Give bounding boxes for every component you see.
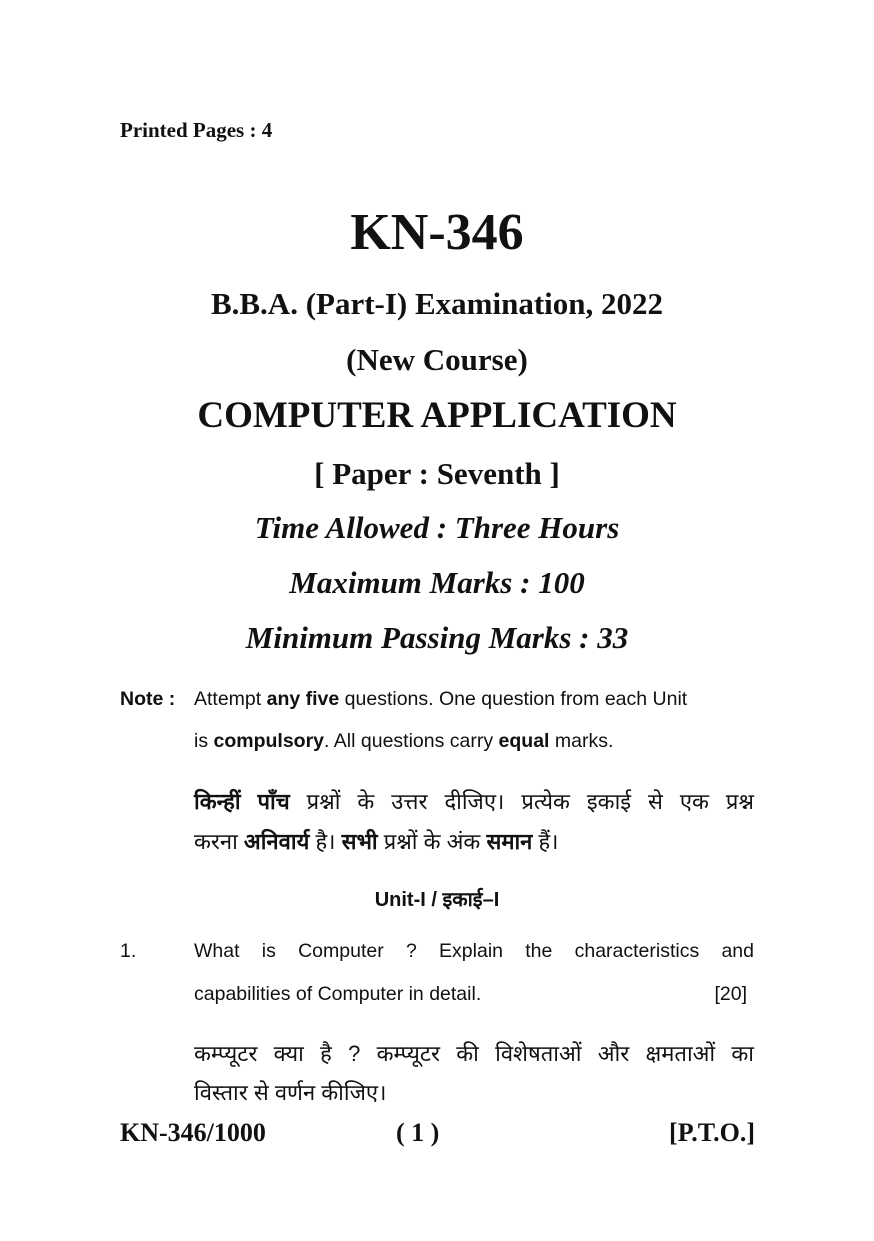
time-allowed: Time Allowed : Three Hours <box>254 510 620 545</box>
note-label: Note : <box>120 688 176 710</box>
exam-title: B.B.A. (Part-I) Examination, 2022 <box>210 286 664 321</box>
printed-pages: Printed Pages : 4 <box>120 118 273 142</box>
note-instruction-line-1: Attempt any five questions. One question from each Unit <box>194 688 688 710</box>
question-number: 1. <box>120 940 137 962</box>
maximum-marks: Maximum Marks : 100 <box>289 565 585 600</box>
note-hindi-line-1: किन्हीं पाँच प्रश्नों के उत्तर दीजिए। प्रत्येक इकाई से एक प्रश्न <box>194 789 754 814</box>
note-hindi-line-2: करना अनिवार्य है। सभी प्रश्नों के अंक समान हैं। <box>194 829 559 854</box>
paper-number: [ Paper : Seventh ] <box>314 456 560 491</box>
question-text-line-2: capabilities of Computer in detail. <box>194 983 482 1005</box>
question-hindi-line-1: कम्प्यूटर क्या है ? कम्प्यूटर की विशेषताओं और क्षमताओं का <box>194 1041 754 1066</box>
footer-paper-code: KN-346/1000 <box>120 1118 266 1147</box>
question-text-line-1: What is Computer ? Explain the characteristics and <box>194 940 754 962</box>
minimum-passing-marks: Minimum Passing Marks : 33 <box>245 620 629 655</box>
subject-title: COMPUTER APPLICATION <box>197 395 677 436</box>
unit-heading: Unit-I / इकाई–I <box>374 889 500 911</box>
footer-page-number: ( 1 ) <box>396 1118 440 1147</box>
footer-pto: [P.T.O.] <box>669 1118 755 1147</box>
course-label: (New Course) <box>346 342 528 377</box>
note-instruction-line-2: is compulsory. All questions carry equal marks. <box>194 730 614 752</box>
question-hindi-line-2: विस्तार से वर्णन कीजिए। <box>194 1080 387 1105</box>
question-marks: [20] <box>714 983 747 1005</box>
paper-code-title: KN-346 <box>350 204 524 261</box>
